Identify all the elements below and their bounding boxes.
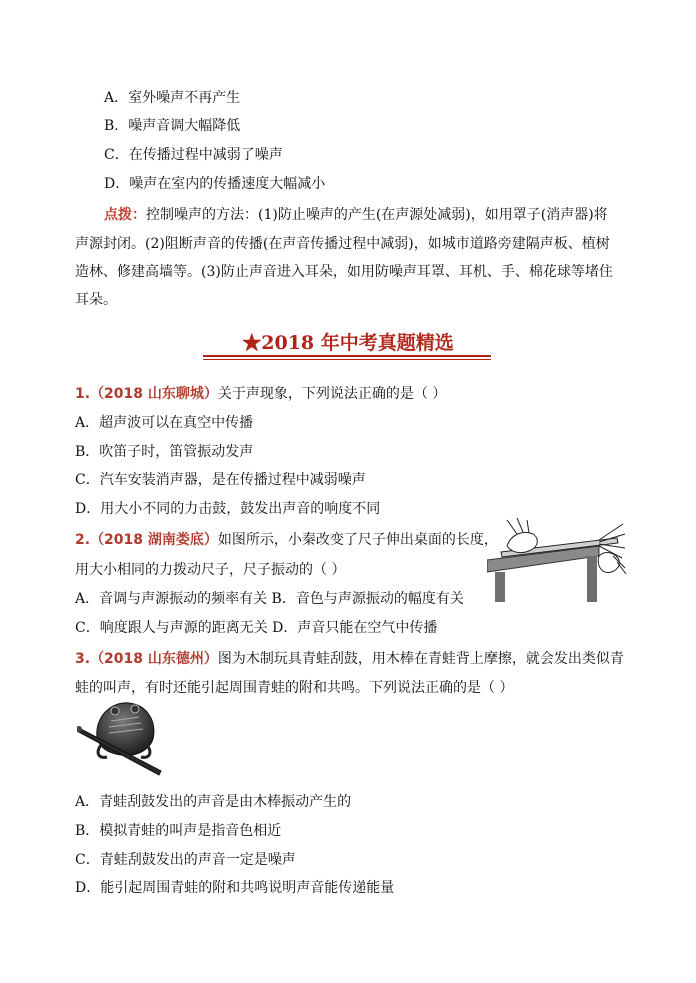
- hint-line-1: [104, 205, 608, 225]
- q2-stem-line-1: [75, 530, 498, 550]
- prev-option-d: D．噪声在室内的传播速度大幅减小: [104, 176, 326, 192]
- hint-text-1: 控制噪声的方法：(1)防止噪声的产生(在声源处减弱)，如用罩子(消声器)将: [146, 207, 608, 223]
- q3-option-d: D．能引起周围青蛙的附和共鸣说明声音能传递能量: [75, 880, 395, 896]
- hint-line-2: 声源封闭。(2)阻断声音的传播(在声音传播过程中减弱)，如城市道路旁建隔声板、植树: [75, 236, 610, 252]
- prev-option-c: C．在传播过程中减弱了噪声: [104, 147, 283, 163]
- section-title: ★2018 年中考真题精选: [242, 332, 454, 354]
- hint-line-4: 耳朵。: [75, 292, 117, 308]
- prev-option-b: B．噪声音调大幅降低: [104, 118, 241, 134]
- q2-source-tag: （2018 湖南娄底）: [90, 532, 218, 548]
- q3-source-tag: （2018 山东德州）: [90, 651, 218, 667]
- ruler-on-table-figure: [487, 516, 627, 602]
- q2-options-cd: C．响度跟人与声源的距离无关 D．声音只能在空气中传播: [75, 620, 438, 636]
- q1-source-tag: （2018 山东聊城）: [90, 386, 218, 402]
- hint-line-3: 造林、修建高墙等。(3)防止声音进入耳朵，如用防噪声耳罩、耳机、手、棉花球等堵住: [75, 264, 613, 280]
- q1-option-d: D．用大小不同的力击鼓，鼓发出声音的响度不同: [75, 501, 381, 517]
- q3-stem-line-1: [75, 649, 624, 669]
- q3-option-b: B．模拟青蛙的叫声是指音色相近: [75, 823, 282, 839]
- q2-stem-text-1: 如图所示，小秦改变了尺子伸出桌面的长度，: [217, 532, 498, 548]
- q3-number: 3.: [75, 651, 91, 667]
- prev-option-a: A．室外噪声不再产生: [104, 90, 241, 106]
- q3-option-a: A．青蛙刮鼓发出的声音是由木棒振动产生的: [75, 794, 352, 810]
- q1-option-a: A．超声波可以在真空中传播: [75, 415, 254, 431]
- q1-stem-text: 关于声现象，下列说法正确的是（ ）: [217, 386, 447, 402]
- q3-option-c: C．青蛙刮鼓发出的声音一定是噪声: [75, 852, 296, 868]
- q2-stem-line-2: 用大小相同的力拨动尺子，尺子振动的（ ）: [75, 562, 346, 578]
- q2-number: 2.: [75, 532, 91, 548]
- q1-number: 1.: [75, 386, 91, 402]
- q3-stem-text-1: 图为木制玩具青蛙刮鼓，用木棒在青蛙背上摩擦，就会发出类似青: [217, 651, 624, 667]
- q3-stem-line-2: 蛙的叫声，有时还能引起周围青蛙的附和共鸣。下列说法正确的是（ ）: [75, 680, 514, 696]
- q1-stem: [75, 384, 446, 404]
- q1-option-c: C．汽车安装消声器，是在传播过程中减弱噪声: [75, 472, 366, 488]
- section-rule-thin: [203, 359, 491, 360]
- section-rule-thick: [203, 355, 491, 357]
- hint-label: 点拨：: [104, 207, 146, 223]
- q1-option-b: B．吹笛子时，笛管振动发声: [75, 444, 254, 460]
- q2-options-ab: A．音调与声源振动的频率有关 B．音色与声源振动的幅度有关: [75, 591, 464, 607]
- wooden-frog-figure: [77, 693, 167, 779]
